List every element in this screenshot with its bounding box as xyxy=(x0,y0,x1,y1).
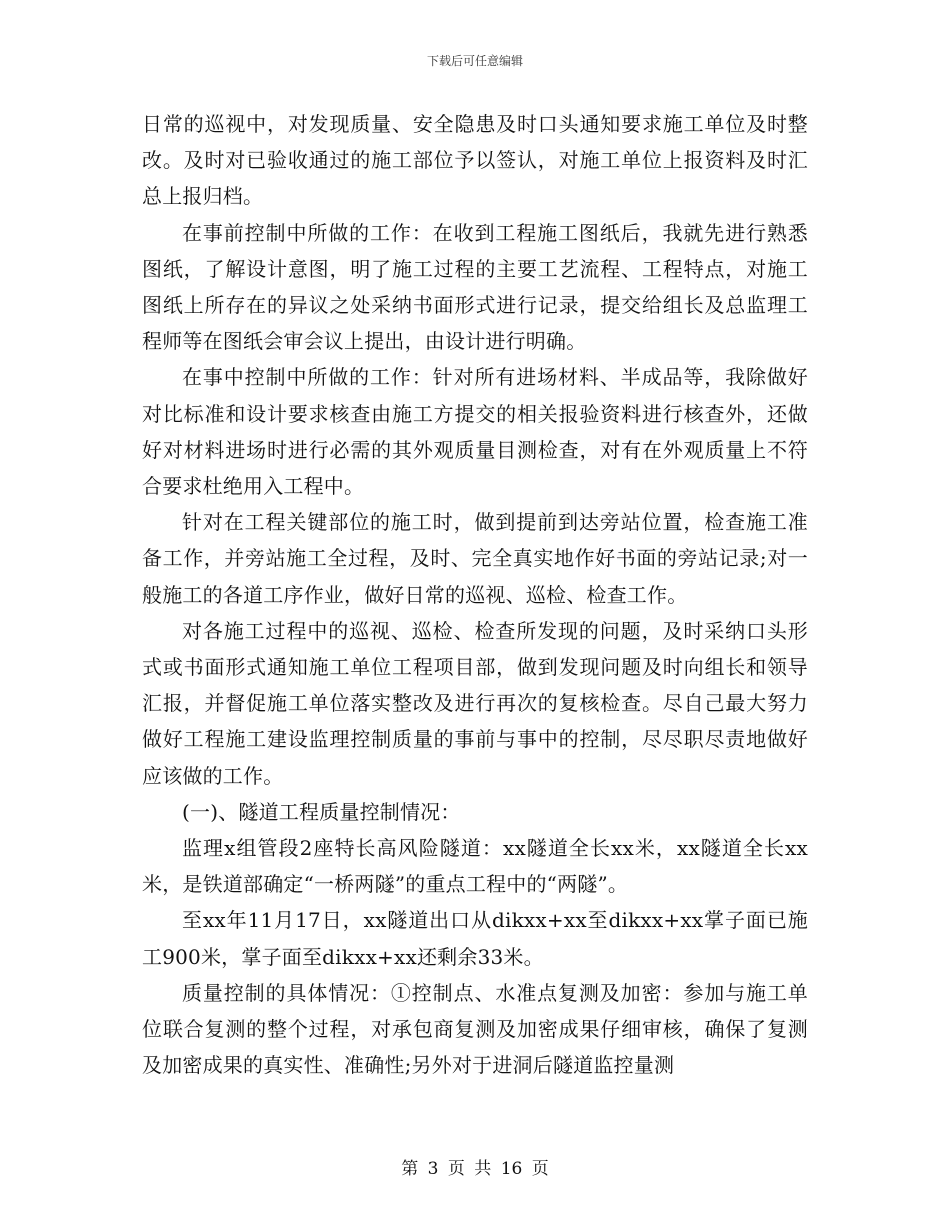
page-number-footer: 第 3 页 共 16 页 xyxy=(401,1159,549,1179)
section-heading-tunnel: (一)、隧道工程质量控制情况： xyxy=(182,799,461,824)
paragraph-5: 对各施工过程中的巡视、巡检、检查所发现的问题，及时采纳口头形式或书面形式通知施工单位工程项目部，做到发现问题及时向组长和领导汇报，并督促施工单位落实整改及进行再次的复核检查。尽自己最大努力做好工程施工建设监理控制质量的事前与事中的控制，尽尽职尽责地做好应该做的工作。 xyxy=(142,618,808,788)
paragraph-4: 针对在工程关键部位的施工时，做到提前到达旁站位置，检查施工准备工作，并旁站施工全过程，及时、完全真实地作好书面的旁站记录;对一般施工的各道工序作业，做好日常的巡视、巡检、检查工作。 xyxy=(142,510,808,607)
paragraph-2: 在事前控制中所做的工作：在收到工程施工图纸后，我就先进行熟悉图纸，了解设计意图，明了施工过程的主要工艺流程、工程特点，对施工图纸上所存在的异议之处采纳书面形式进行记录，提交给组长及总监理工程师等在图纸会审会议上提出，由设计进行明确。 xyxy=(142,220,808,354)
paragraph-3: 在事中控制中所做的工作：针对所有进场材料、半成品等，我除做好对比标准和设计要求核查由施工方提交的相关报验资料进行核查外，还做好对材料进场时进行必需的其外观质量目测检查，对有在外观质量上不符合要求杜绝用入工程中。 xyxy=(142,365,808,499)
document-body xyxy=(142,106,808,1083)
paragraph-8: 至xx年11月17日，xx隧道出口从dikxx+xx至dikxx+xx掌子面已施工900米，掌子面至dikxx+xx还剩余33米。 xyxy=(142,908,808,969)
paragraph-7: 监理x组管段2座特长高风险隧道：xx隧道全长xx米，xx隧道全长xx米，是铁道部确定“一桥两隧”的重点工程中的“两隧”。 xyxy=(142,836,808,897)
page-header: 下载后可任意编辑 xyxy=(426,54,523,68)
paragraph-1: 日常的巡视中，对发现质量、安全隐患及时口头通知要求施工单位及时整改。及时对已验收通过的施工部位予以签认，对施工单位上报资料及时汇总上报归档。 xyxy=(142,112,808,209)
paragraph-9: 质量控制的具体情况：①控制点、水准点复测及加密：参加与施工单位联合复测的整个过程，对承包商复测及加密成果仔细审核，确保了复测及加密成果的真实性、准确性;另外对于进洞后隧道监控量测 xyxy=(142,980,808,1078)
